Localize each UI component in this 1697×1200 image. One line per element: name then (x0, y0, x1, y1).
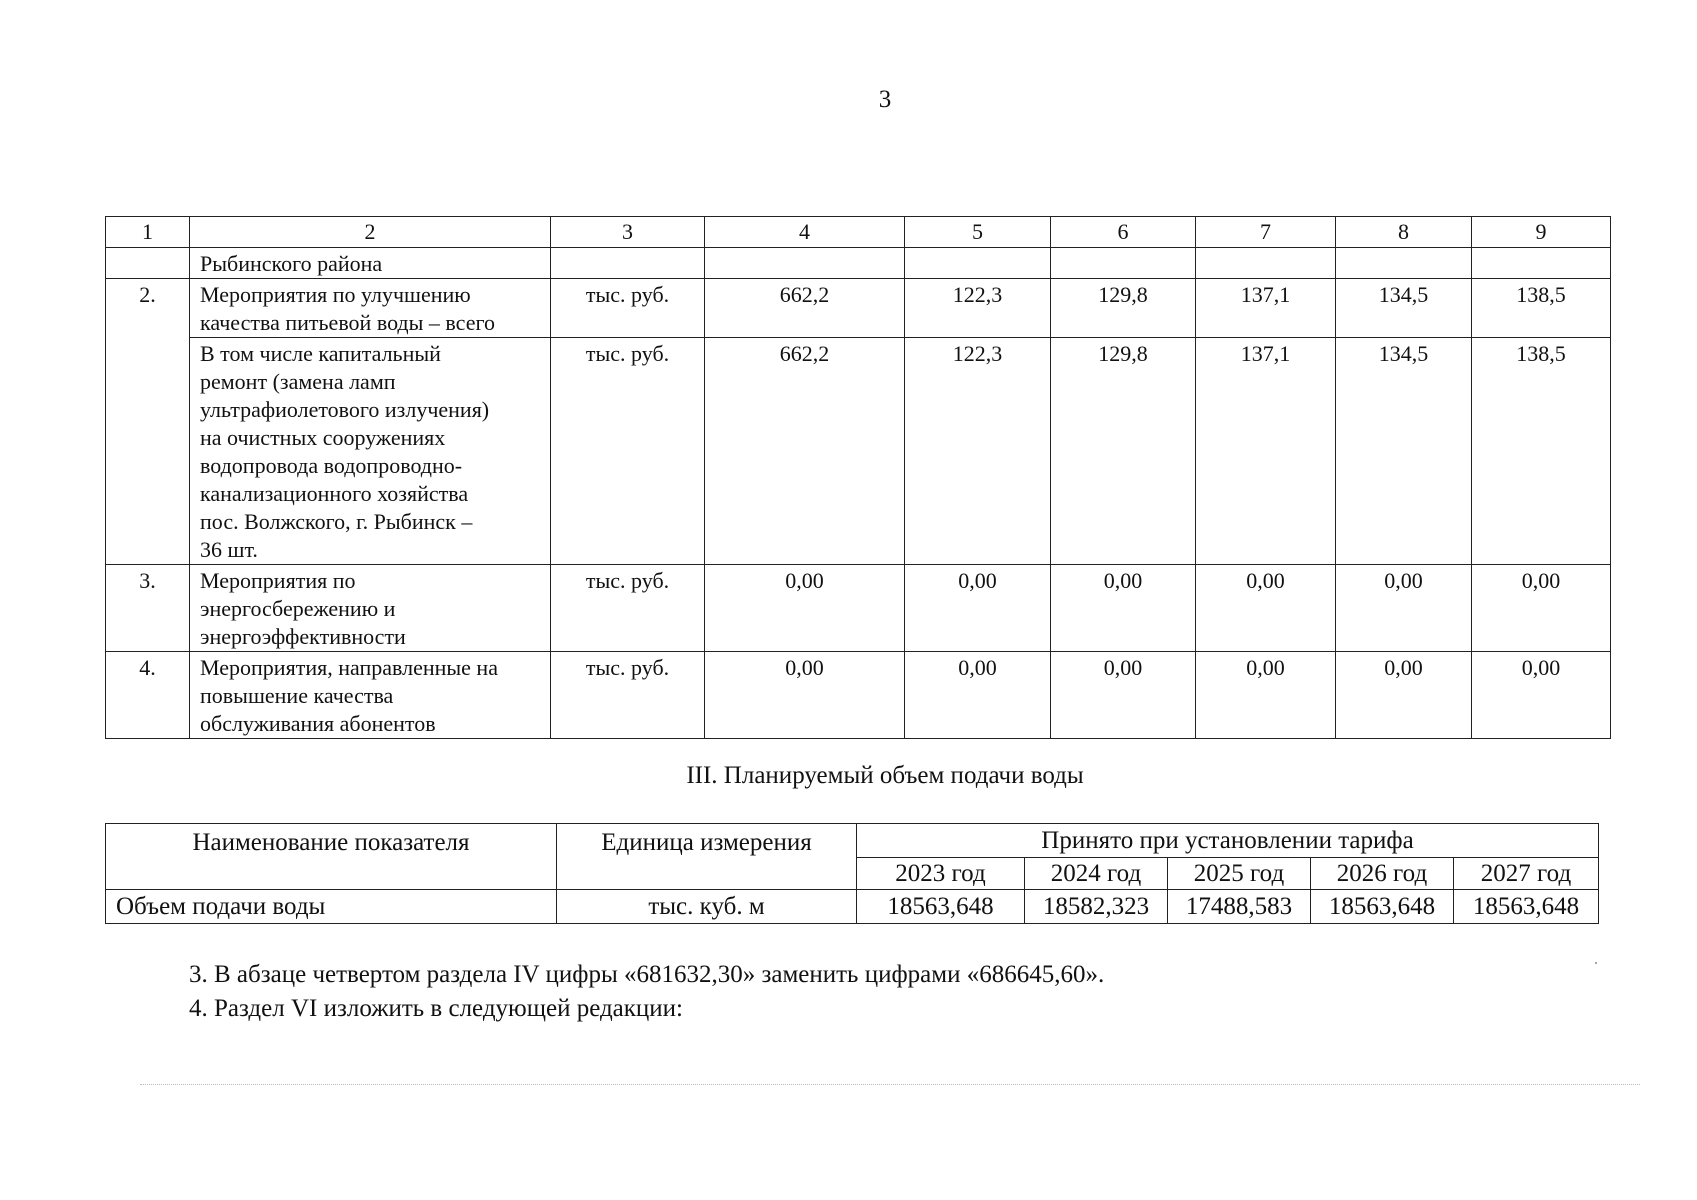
row-name (190, 279, 551, 338)
row-name (190, 338, 551, 565)
row-value: 138,5 (1472, 338, 1611, 565)
header-cell: 7 (1196, 217, 1336, 248)
row-value: 662,2 (705, 279, 905, 338)
row-value: 137,1 (1196, 338, 1336, 565)
row-name-line: энергоэффективности (200, 624, 406, 649)
year-header: 2023 год (857, 858, 1025, 890)
header-cell: 4 (705, 217, 905, 248)
indicator-name: Объем подачи воды (106, 890, 557, 924)
row-value: 0,00 (1196, 565, 1336, 652)
paragraph-3: 3. В абзаце четвертом раздела IV цифры «681632,30» заменить цифрами «686645,60». (189, 961, 1105, 988)
year-header: 2024 год (1025, 858, 1168, 890)
row-name-line: ремонт (замена ламп (200, 369, 396, 394)
water-volume-table (105, 823, 1599, 924)
row-number: 3. (106, 565, 190, 652)
row-name (190, 565, 551, 652)
row-value: 0,00 (1336, 652, 1472, 739)
indicator-header: Наименование показателя (106, 824, 557, 890)
row-unit: тыс. руб. (551, 565, 705, 652)
row-name-line: 36 шт. (200, 537, 258, 562)
row-name-line: пос. Волжского, г. Рыбинск – (200, 509, 473, 534)
row-value: 0,00 (705, 565, 905, 652)
header-cell: 5 (905, 217, 1051, 248)
row-value: 0,00 (1336, 565, 1472, 652)
row-value: 0,00 (1051, 565, 1196, 652)
row-value: 0,00 (1472, 565, 1611, 652)
scan-speck (1595, 962, 1597, 964)
row-name-line: Мероприятия по (200, 568, 356, 593)
row-value: 134,5 (1336, 338, 1472, 565)
row-value: 129,8 (1051, 279, 1196, 338)
section-title: III. Планируемый объем подачи воды (686, 762, 1084, 789)
row-number: 2. (106, 279, 190, 338)
volume-value: 18563,648 (857, 890, 1025, 924)
row-name-line: Мероприятия по улучшению (200, 282, 471, 307)
row-value: 122,3 (905, 279, 1051, 338)
table-header-row (106, 217, 1611, 248)
unit-header: Единица измерения (557, 824, 857, 890)
row-value: 0,00 (905, 652, 1051, 739)
header-cell: 3 (551, 217, 705, 248)
row-unit: тыс. руб. (551, 338, 705, 565)
volume-value: 18582,323 (1025, 890, 1168, 924)
row-unit: тыс. руб. (551, 652, 705, 739)
continued-name: Рыбинского района (190, 248, 551, 279)
row-value: 0,00 (705, 652, 905, 739)
table2-header-row (106, 824, 1599, 858)
scan-artifact-line (140, 1084, 1640, 1085)
paragraph-4: 4. Раздел VI изложить в следующей редакции: (189, 995, 684, 1022)
row-value: 0,00 (1472, 652, 1611, 739)
header-cell: 6 (1051, 217, 1196, 248)
row-value: 0,00 (1051, 652, 1196, 739)
row-name (190, 652, 551, 739)
header-cell: 8 (1336, 217, 1472, 248)
row-name-line: качества питьевой воды – всего (200, 310, 495, 335)
header-cell: 2 (190, 217, 551, 248)
header-cell: 9 (1472, 217, 1611, 248)
page-number: 3 (878, 86, 892, 113)
volume-value: 17488,583 (1168, 890, 1311, 924)
row-value: 137,1 (1196, 279, 1336, 338)
row-unit: тыс. руб. (551, 279, 705, 338)
row-value: 662,2 (705, 338, 905, 565)
row-value: 0,00 (905, 565, 1051, 652)
row-name-line: энергосбережению и (200, 596, 396, 621)
indicator-unit: тыс. куб. м (557, 890, 857, 924)
row-name-line: повышение качества (200, 683, 394, 708)
measures-table (105, 216, 1611, 739)
row-name-line: Мероприятия, направленные на (200, 655, 498, 680)
tariff-group-header: Принято при установлении тарифа (857, 824, 1599, 858)
row-value: 129,8 (1051, 338, 1196, 565)
table-row (106, 652, 1611, 739)
row-value: 138,5 (1472, 279, 1611, 338)
row-value: 0,00 (1196, 652, 1336, 739)
table-row (106, 890, 1599, 924)
volume-value: 18563,648 (1311, 890, 1454, 924)
row-name-line: обслуживания абонентов (200, 711, 436, 736)
row-value: 134,5 (1336, 279, 1472, 338)
volume-value: 18563,648 (1454, 890, 1599, 924)
row-number (106, 338, 190, 565)
year-header: 2026 год (1311, 858, 1454, 890)
table-row (106, 279, 1611, 338)
row-value: 122,3 (905, 338, 1051, 565)
table-row (106, 565, 1611, 652)
table-row (106, 338, 1611, 565)
row-name-line: В том числе капитальный (200, 341, 441, 366)
continued-row (106, 248, 1611, 279)
year-header: 2027 год (1454, 858, 1599, 890)
row-name-line: ультрафиолетового излучения) (200, 397, 490, 422)
row-name-line: канализационного хозяйства (200, 481, 469, 506)
header-cell: 1 (106, 217, 190, 248)
year-header: 2025 год (1168, 858, 1311, 890)
row-number: 4. (106, 652, 190, 739)
row-name-line: водопровода водопроводно- (200, 453, 463, 478)
row-name-line: на очистных сооружениях (200, 425, 446, 450)
